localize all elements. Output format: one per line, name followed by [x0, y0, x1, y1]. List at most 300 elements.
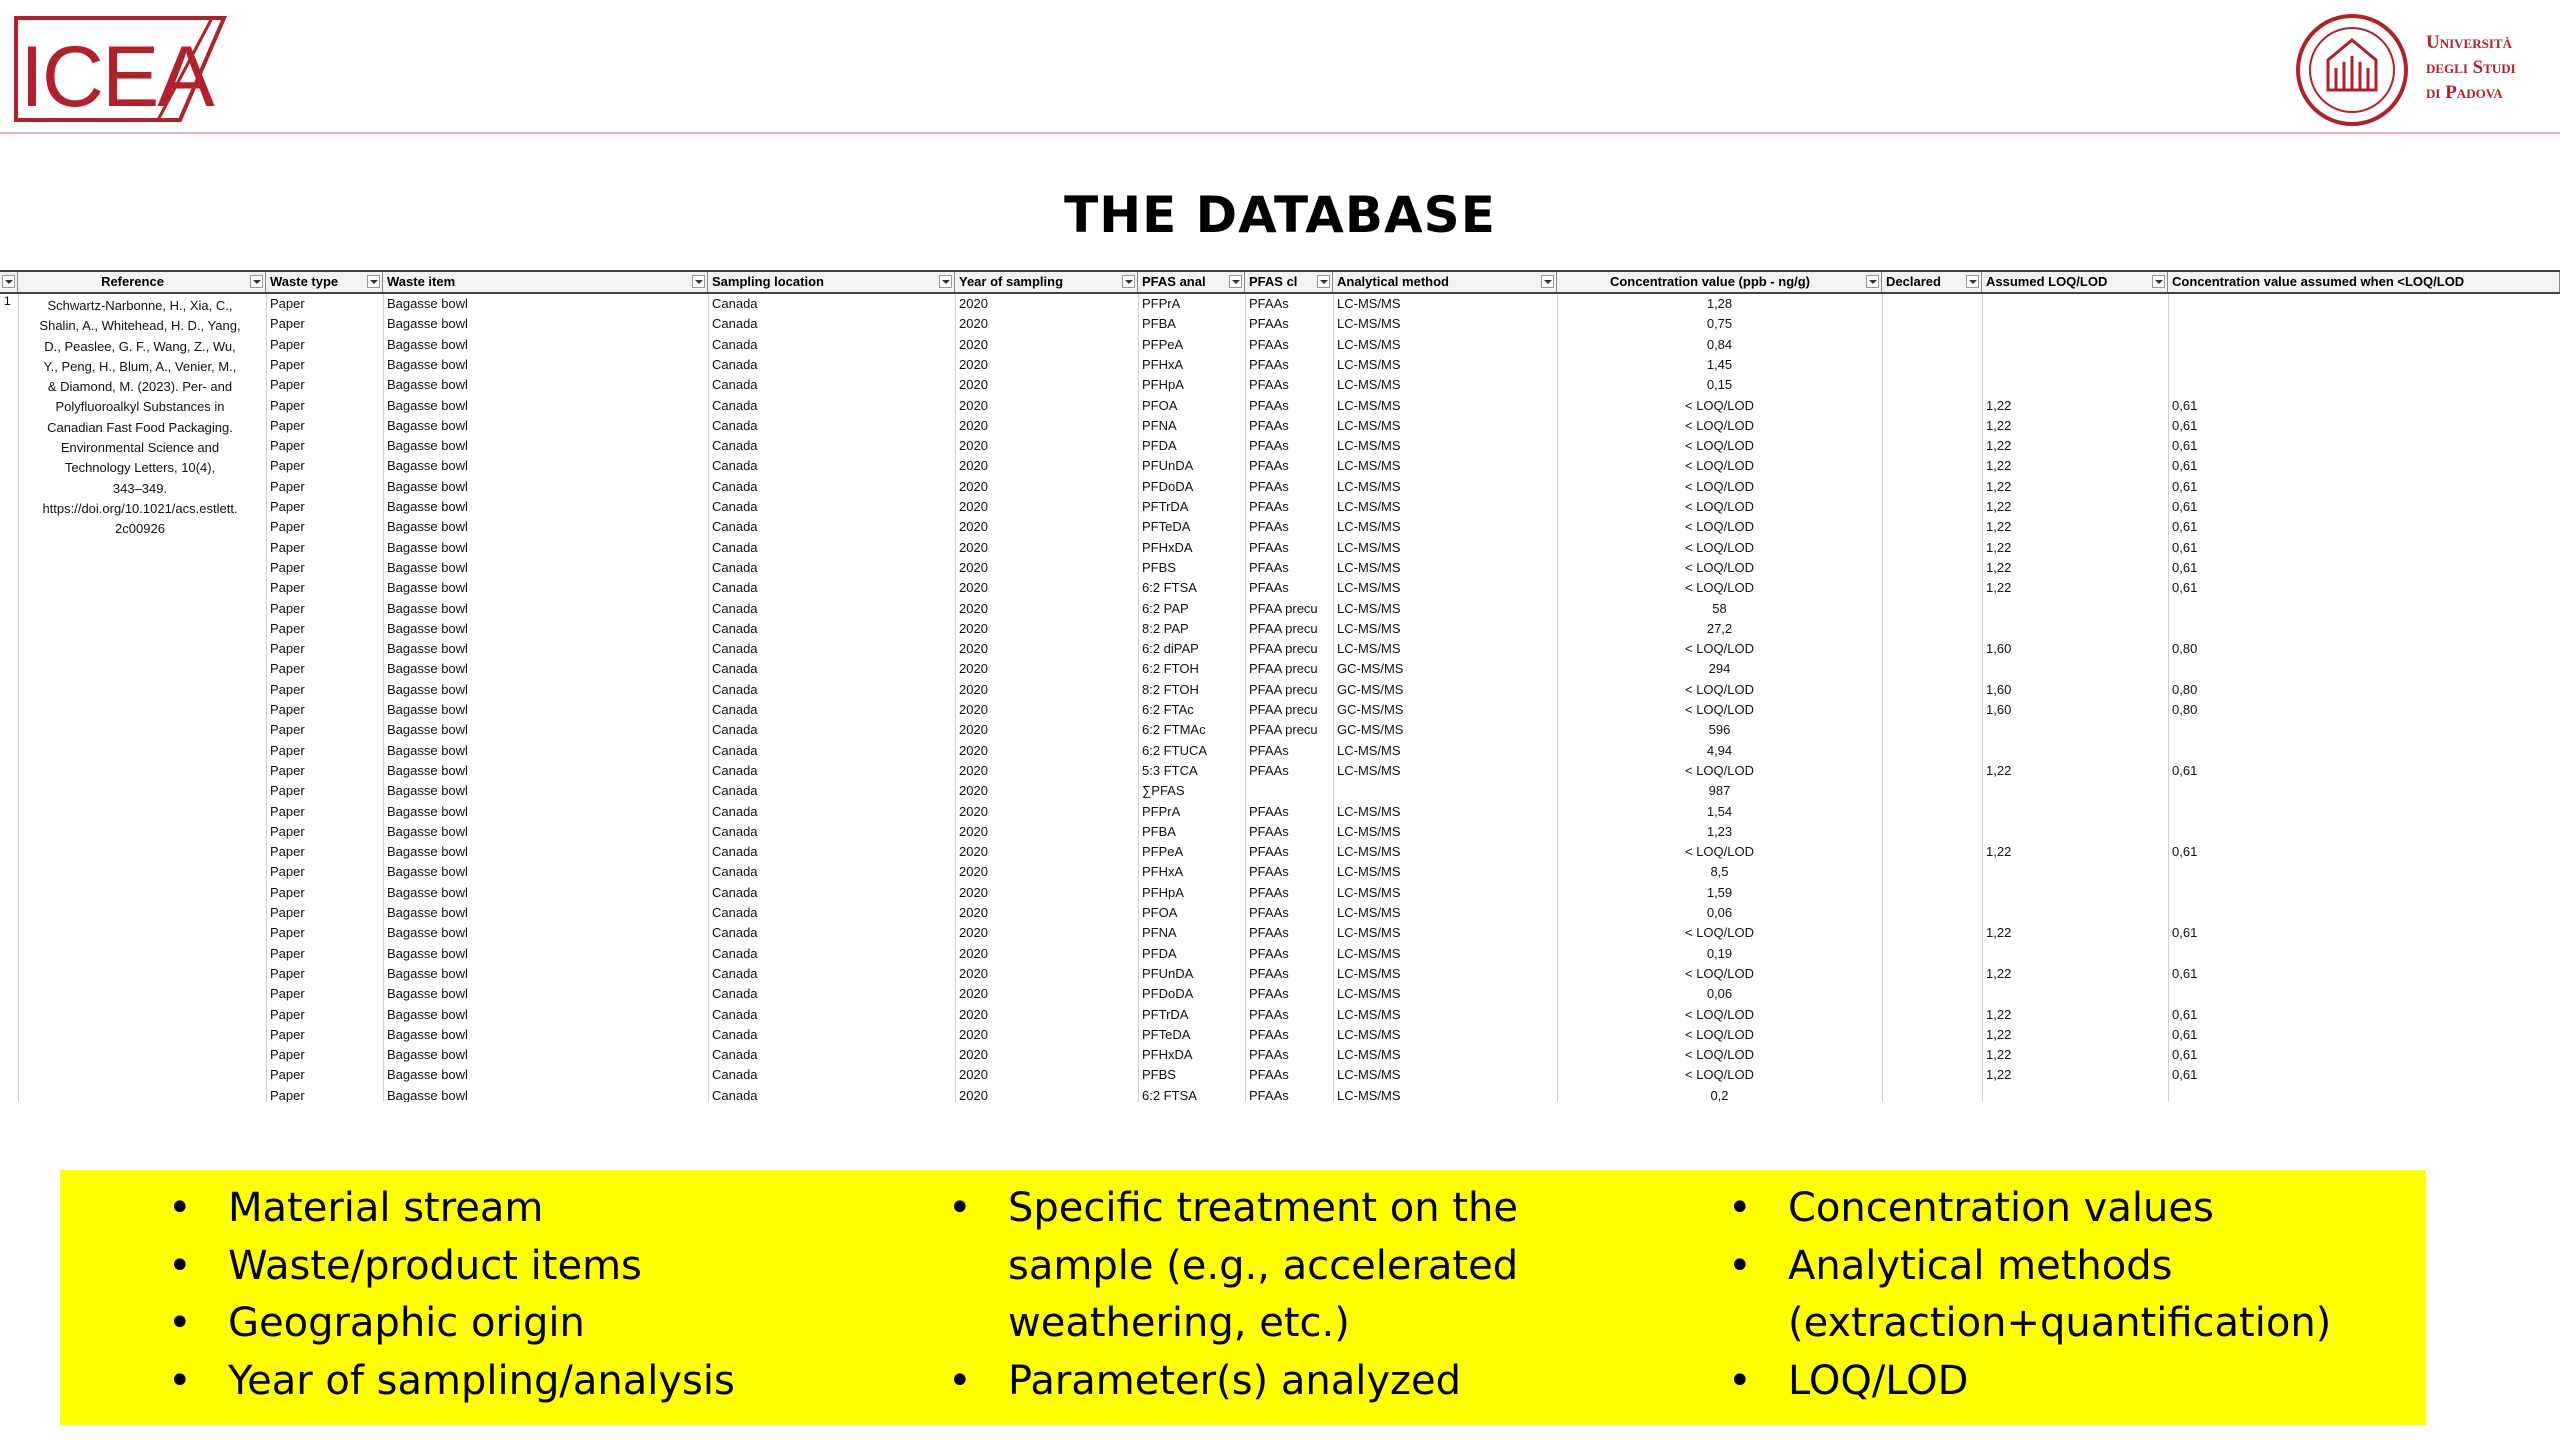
cell-pfas-analyte[interactable]: 5:3 FTCA — [1142, 762, 1198, 778]
col-header-year[interactable]: Year of sampling — [955, 272, 1138, 292]
cell-analytical-method[interactable]: LC-MS/MS — [1337, 1067, 1401, 1083]
cell-concentration[interactable]: 0,19 — [1706, 945, 1733, 961]
cell-pfas-class[interactable]: PFAAs — [1249, 539, 1289, 555]
cell-pfas-class[interactable]: PFAAs — [1249, 1087, 1289, 1102]
cell-waste-type[interactable]: Paper — [270, 742, 305, 758]
cell-year[interactable]: 2020 — [959, 478, 988, 494]
cell-year[interactable]: 2020 — [959, 356, 988, 372]
cell-concentration[interactable]: < LOQ/LOD — [1685, 559, 1754, 575]
cell-pfas-class[interactable]: PFAA precu — [1249, 661, 1318, 677]
cell-sampling-location[interactable]: Canada — [712, 722, 758, 738]
cell-analytical-method[interactable]: GC-MS/MS — [1337, 702, 1404, 717]
cell-pfas-analyte[interactable]: PFDoDA — [1142, 986, 1194, 1002]
cell-pfas-analyte[interactable]: PFOA — [1142, 397, 1178, 413]
cell-year[interactable]: 2020 — [959, 702, 988, 717]
cell-assumed-loq[interactable]: 1,22 — [1986, 1026, 2012, 1042]
cell-sampling-location[interactable]: Canada — [712, 945, 758, 961]
cell-waste-item[interactable]: Bagasse bowl — [387, 702, 468, 717]
cell-waste-type[interactable]: Paper — [270, 1047, 305, 1063]
cell-pfas-class[interactable]: PFAAs — [1249, 965, 1289, 981]
cell-analytical-method[interactable]: LC-MS/MS — [1337, 499, 1401, 514]
cell-pfas-analyte[interactable]: PFHxA — [1142, 864, 1184, 880]
cell-sampling-location[interactable]: Canada — [712, 519, 758, 535]
cell-assumed-loq[interactable]: 1,22 — [1986, 1006, 2012, 1022]
cell-pfas-analyte[interactable]: PFTrDA — [1142, 1006, 1189, 1022]
cell-waste-type[interactable]: Paper — [270, 1026, 305, 1042]
cell-sampling-location[interactable]: Canada — [712, 316, 758, 332]
cell-assumed-loq[interactable]: 1,22 — [1986, 499, 2012, 514]
cell-declared[interactable] — [1882, 538, 1982, 558]
cell-sampling-location[interactable]: Canada — [712, 1047, 758, 1063]
cell-pfas-class[interactable]: PFAAs — [1249, 519, 1289, 535]
cell-declared[interactable] — [1882, 436, 1982, 456]
cell-declared[interactable] — [1882, 1005, 1982, 1025]
cell-pfas-class[interactable]: PFAAs — [1249, 356, 1289, 372]
cell-pfas-analyte[interactable]: PFBA — [1142, 823, 1176, 839]
cell-pfas-class[interactable]: PFAAs — [1249, 1006, 1289, 1022]
cell-concentration-assumed[interactable]: 0,61 — [2172, 1067, 2198, 1083]
cell-concentration-assumed[interactable] — [2168, 883, 2560, 903]
cell-assumed-loq[interactable]: 1,22 — [1986, 1067, 2012, 1083]
cell-concentration-assumed[interactable] — [2168, 335, 2560, 355]
cell-declared[interactable] — [1882, 923, 1982, 943]
cell-concentration[interactable]: < LOQ/LOD — [1685, 641, 1754, 657]
cell-analytical-method[interactable]: LC-MS/MS — [1337, 356, 1401, 372]
cell-analytical-method[interactable]: LC-MS/MS — [1337, 600, 1401, 616]
cell-assumed-loq[interactable] — [1982, 1086, 2168, 1102]
cell-year[interactable]: 2020 — [959, 316, 988, 332]
cell-waste-type[interactable]: Paper — [270, 1067, 305, 1083]
cell-concentration[interactable]: 1,54 — [1706, 803, 1733, 819]
cell-waste-type[interactable]: Paper — [270, 722, 305, 738]
cell-concentration[interactable]: 27,2 — [1706, 620, 1733, 636]
cell-waste-item[interactable]: Bagasse bowl — [387, 336, 468, 352]
cell-year[interactable]: 2020 — [959, 539, 988, 555]
cell-year[interactable]: 2020 — [959, 681, 988, 697]
cell-waste-item[interactable]: Bagasse bowl — [387, 316, 468, 332]
cell-waste-item[interactable]: Bagasse bowl — [387, 519, 468, 535]
cell-concentration[interactable]: 1,45 — [1706, 356, 1733, 372]
cell-assumed-loq[interactable]: 1,60 — [1986, 641, 2012, 657]
cell-concentration-assumed[interactable] — [2168, 659, 2560, 679]
cell-sampling-location[interactable]: Canada — [712, 356, 758, 372]
cell-sampling-location[interactable]: Canada — [712, 783, 758, 799]
cell-analytical-method[interactable]: LC-MS/MS — [1337, 478, 1401, 494]
cell-analytical-method[interactable]: LC-MS/MS — [1337, 1006, 1401, 1022]
cell-concentration-assumed[interactable]: 0,61 — [2172, 559, 2198, 575]
cell-concentration[interactable]: < LOQ/LOD — [1685, 539, 1754, 555]
cell-analytical-method[interactable]: LC-MS/MS — [1337, 925, 1401, 941]
col-header-pfas-class[interactable]: PFAS cl — [1245, 272, 1333, 292]
cell-concentration-assumed[interactable]: 0,61 — [2172, 417, 2198, 433]
cell-year[interactable]: 2020 — [959, 1067, 988, 1083]
cell-sampling-location[interactable]: Canada — [712, 438, 758, 454]
cell-analytical-method[interactable]: LC-MS/MS — [1337, 986, 1401, 1002]
cell-pfas-analyte[interactable]: PFTeDA — [1142, 1026, 1191, 1042]
filter-dropdown-icon[interactable] — [1229, 275, 1242, 288]
cell-pfas-analyte[interactable]: PFPeA — [1142, 844, 1184, 860]
cell-analytical-method[interactable]: GC-MS/MS — [1337, 681, 1404, 697]
cell-waste-item[interactable]: Bagasse bowl — [387, 580, 468, 596]
cell-waste-type[interactable]: Paper — [270, 641, 305, 657]
cell-assumed-loq[interactable] — [1982, 314, 2168, 334]
cell-sampling-location[interactable]: Canada — [712, 1067, 758, 1083]
cell-concentration[interactable]: < LOQ/LOD — [1685, 965, 1754, 981]
cell-pfas-class[interactable]: PFAAs — [1249, 397, 1289, 413]
col-header-sampling-location[interactable]: Sampling location — [708, 272, 955, 292]
cell-pfas-class[interactable]: PFAAs — [1249, 1047, 1289, 1063]
cell-sampling-location[interactable]: Canada — [712, 417, 758, 433]
cell-waste-item[interactable]: Bagasse bowl — [387, 742, 468, 758]
cell-assumed-loq[interactable]: 1,22 — [1986, 519, 2012, 535]
cell-waste-item[interactable]: Bagasse bowl — [387, 1026, 468, 1042]
cell-waste-item[interactable]: Bagasse bowl — [387, 884, 468, 900]
cell-sampling-location[interactable]: Canada — [712, 397, 758, 413]
cell-sampling-location[interactable]: Canada — [712, 620, 758, 636]
cell-sampling-location[interactable]: Canada — [712, 823, 758, 839]
cell-analytical-method[interactable]: LC-MS/MS — [1337, 397, 1401, 413]
cell-year[interactable]: 2020 — [959, 499, 988, 514]
cell-pfas-analyte[interactable]: PFBA — [1142, 316, 1176, 332]
cell-declared[interactable] — [1882, 802, 1982, 822]
cell-analytical-method[interactable]: LC-MS/MS — [1337, 803, 1401, 819]
col-header-waste-type[interactable]: Waste type — [266, 272, 383, 292]
cell-concentration-assumed[interactable] — [2168, 781, 2560, 801]
cell-assumed-loq[interactable] — [1982, 822, 2168, 842]
cell-analytical-method[interactable]: LC-MS/MS — [1337, 539, 1401, 555]
cell-pfas-analyte[interactable]: PFDA — [1142, 945, 1177, 961]
cell-concentration-assumed[interactable]: 0,61 — [2172, 478, 2198, 494]
col-header-concentration-assumed[interactable]: Concentration value assumed when <LOQ/LOD — [2168, 272, 2560, 292]
cell-concentration[interactable]: < LOQ/LOD — [1685, 1006, 1754, 1022]
cell-pfas-analyte[interactable]: PFPrA — [1142, 803, 1181, 819]
cell-declared[interactable] — [1882, 314, 1982, 334]
cell-pfas-class[interactable]: PFAAs — [1249, 823, 1289, 839]
cell-analytical-method[interactable]: GC-MS/MS — [1337, 722, 1404, 738]
cell-concentration-assumed[interactable] — [2168, 375, 2560, 395]
cell-concentration-assumed[interactable]: 0,80 — [2172, 641, 2198, 657]
cell-concentration[interactable]: 1,59 — [1706, 884, 1733, 900]
cell-sampling-location[interactable]: Canada — [712, 905, 758, 920]
cell-year[interactable]: 2020 — [959, 519, 988, 535]
cell-pfas-class[interactable]: PFAAs — [1249, 336, 1289, 352]
cell-sampling-location[interactable]: Canada — [712, 580, 758, 596]
cell-waste-type[interactable]: Paper — [270, 681, 305, 697]
cell-analytical-method[interactable]: LC-MS/MS — [1337, 844, 1401, 860]
filter-dropdown-icon[interactable] — [1866, 275, 1879, 288]
cell-waste-type[interactable]: Paper — [270, 438, 305, 454]
col-header-reference[interactable]: Reference — [18, 272, 266, 292]
cell-concentration[interactable]: 58 — [1712, 600, 1727, 616]
cell-concentration-assumed[interactable] — [2168, 862, 2560, 882]
cell-sampling-location[interactable]: Canada — [712, 803, 758, 819]
cell-concentration-assumed[interactable]: 0,61 — [2172, 458, 2198, 474]
cell-analytical-method[interactable]: LC-MS/MS — [1337, 965, 1401, 981]
cell-assumed-loq[interactable] — [1982, 984, 2168, 1004]
cell-sampling-location[interactable]: Canada — [712, 600, 758, 616]
cell-waste-item[interactable]: Bagasse bowl — [387, 499, 468, 514]
cell-analytical-method[interactable]: LC-MS/MS — [1337, 458, 1401, 474]
cell-analytical-method[interactable]: LC-MS/MS — [1337, 742, 1401, 758]
cell-waste-item[interactable]: Bagasse bowl — [387, 803, 468, 819]
cell-assumed-loq[interactable] — [1982, 375, 2168, 395]
cell-declared[interactable] — [1882, 1086, 1982, 1102]
cell-pfas-analyte[interactable]: PFPrA — [1142, 296, 1181, 311]
cell-assumed-loq[interactable] — [1982, 335, 2168, 355]
cell-sampling-location[interactable]: Canada — [712, 925, 758, 941]
cell-declared[interactable] — [1882, 659, 1982, 679]
cell-pfas-analyte[interactable]: PFDoDA — [1142, 478, 1194, 494]
cell-sampling-location[interactable]: Canada — [712, 1026, 758, 1042]
cell-waste-type[interactable]: Paper — [270, 762, 305, 778]
cell-analytical-method[interactable]: LC-MS/MS — [1337, 620, 1401, 636]
cell-assumed-loq[interactable]: 1,60 — [1986, 681, 2012, 697]
cell-concentration-assumed[interactable]: 0,61 — [2172, 580, 2198, 596]
cell-waste-item[interactable]: Bagasse bowl — [387, 458, 468, 474]
cell-year[interactable]: 2020 — [959, 620, 988, 636]
cell-waste-item[interactable]: Bagasse bowl — [387, 1006, 468, 1022]
cell-waste-item[interactable]: Bagasse bowl — [387, 1067, 468, 1083]
cell-declared[interactable] — [1882, 456, 1982, 476]
cell-pfas-class[interactable]: PFAAs — [1249, 377, 1289, 393]
cell-pfas-class[interactable]: PFAAs — [1249, 945, 1289, 961]
cell-waste-item[interactable]: Bagasse bowl — [387, 559, 468, 575]
cell-pfas-analyte[interactable]: PFHxDA — [1142, 1047, 1193, 1063]
cell-sampling-location[interactable]: Canada — [712, 1087, 758, 1102]
cell-sampling-location[interactable]: Canada — [712, 742, 758, 758]
cell-waste-type[interactable]: Paper — [270, 661, 305, 677]
cell-concentration[interactable]: < LOQ/LOD — [1685, 702, 1754, 717]
cell-pfas-class[interactable]: PFAAs — [1249, 864, 1289, 880]
filter-dropdown-icon[interactable] — [1966, 275, 1979, 288]
cell-waste-type[interactable]: Paper — [270, 702, 305, 717]
cell-sampling-location[interactable]: Canada — [712, 377, 758, 393]
cell-assumed-loq[interactable]: 1,22 — [1986, 559, 2012, 575]
cell-analytical-method[interactable]: LC-MS/MS — [1337, 945, 1401, 961]
cell-pfas-class[interactable]: PFAAs — [1249, 499, 1289, 514]
cell-year[interactable]: 2020 — [959, 336, 988, 352]
cell-assumed-loq[interactable] — [1982, 619, 2168, 639]
cell-waste-type[interactable]: Paper — [270, 600, 305, 616]
cell-declared[interactable] — [1882, 396, 1982, 416]
cell-concentration-assumed[interactable]: 0,61 — [2172, 925, 2198, 941]
cell-pfas-analyte[interactable]: PFTrDA — [1142, 499, 1189, 514]
cell-year[interactable]: 2020 — [959, 844, 988, 860]
cell-waste-item[interactable]: Bagasse bowl — [387, 905, 468, 920]
cell-pfas-analyte[interactable]: PFUnDA — [1142, 965, 1194, 981]
cell-pfas-analyte[interactable]: PFHxDA — [1142, 539, 1193, 555]
cell-pfas-analyte[interactable]: 6:2 FTAc — [1142, 702, 1194, 717]
cell-waste-item[interactable]: Bagasse bowl — [387, 478, 468, 494]
cell-declared[interactable] — [1882, 294, 1982, 314]
cell-declared[interactable] — [1882, 558, 1982, 578]
cell-assumed-loq[interactable]: 1,22 — [1986, 580, 2012, 596]
cell-pfas-class[interactable]: PFAAs — [1249, 905, 1289, 920]
cell-year[interactable]: 2020 — [959, 1026, 988, 1042]
cell-waste-item[interactable]: Bagasse bowl — [387, 965, 468, 981]
col-header-waste-item[interactable]: Waste item — [383, 272, 708, 292]
cell-assumed-loq[interactable]: 1,22 — [1986, 417, 2012, 433]
cell-declared[interactable] — [1882, 639, 1982, 659]
cell-waste-type[interactable]: Paper — [270, 356, 305, 372]
cell-assumed-loq[interactable]: 1,22 — [1986, 925, 2012, 941]
cell-year[interactable]: 2020 — [959, 762, 988, 778]
cell-sampling-location[interactable]: Canada — [712, 681, 758, 697]
cell-sampling-location[interactable]: Canada — [712, 702, 758, 717]
cell-waste-item[interactable]: Bagasse bowl — [387, 722, 468, 738]
cell-waste-type[interactable]: Paper — [270, 559, 305, 575]
cell-sampling-location[interactable]: Canada — [712, 884, 758, 900]
cell-pfas-class[interactable]: PFAAs — [1249, 762, 1289, 778]
cell-year[interactable]: 2020 — [959, 377, 988, 393]
cell-concentration-assumed[interactable] — [2168, 355, 2560, 375]
cell-concentration[interactable]: < LOQ/LOD — [1685, 438, 1754, 454]
cell-waste-type[interactable]: Paper — [270, 316, 305, 332]
cell-declared[interactable] — [1882, 375, 1982, 395]
filter-dropdown-icon[interactable] — [1317, 275, 1330, 288]
cell-pfas-analyte[interactable]: 6:2 FTSA — [1142, 580, 1197, 596]
cell-concentration[interactable]: < LOQ/LOD — [1685, 681, 1754, 697]
cell-sampling-location[interactable]: Canada — [712, 296, 758, 311]
cell-analytical-method[interactable]: LC-MS/MS — [1337, 559, 1401, 575]
cell-declared[interactable] — [1882, 822, 1982, 842]
cell-concentration[interactable]: 0,15 — [1706, 377, 1733, 393]
cell-pfas-class[interactable]: PFAA precu — [1249, 600, 1318, 616]
cell-concentration-assumed[interactable]: 0,61 — [2172, 965, 2198, 981]
cell-concentration[interactable]: 0,06 — [1706, 905, 1733, 920]
cell-assumed-loq[interactable] — [1982, 720, 2168, 740]
cell-declared[interactable] — [1882, 1065, 1982, 1085]
cell-year[interactable]: 2020 — [959, 722, 988, 738]
cell-pfas-class[interactable]: PFAA precu — [1249, 641, 1318, 657]
cell-assumed-loq[interactable] — [1982, 944, 2168, 964]
cell-year[interactable]: 2020 — [959, 823, 988, 839]
cell-sampling-location[interactable]: Canada — [712, 559, 758, 575]
cell-waste-item[interactable]: Bagasse bowl — [387, 844, 468, 860]
cell-declared[interactable] — [1882, 741, 1982, 761]
cell-pfas-class[interactable]: PFAAs — [1249, 1067, 1289, 1083]
cell-declared[interactable] — [1882, 964, 1982, 984]
cell-sampling-location[interactable]: Canada — [712, 661, 758, 677]
cell-assumed-loq[interactable] — [1982, 883, 2168, 903]
cell-declared[interactable] — [1882, 842, 1982, 862]
cell-assumed-loq[interactable] — [1982, 802, 2168, 822]
cell-year[interactable]: 2020 — [959, 580, 988, 596]
cell-year[interactable]: 2020 — [959, 1047, 988, 1063]
filter-dropdown-icon[interactable] — [939, 275, 952, 288]
cell-year[interactable]: 2020 — [959, 1006, 988, 1022]
cell-declared[interactable] — [1882, 355, 1982, 375]
cell-pfas-class[interactable]: PFAAs — [1249, 580, 1289, 596]
cell-concentration[interactable]: 0,84 — [1706, 336, 1733, 352]
cell-waste-type[interactable]: Paper — [270, 986, 305, 1002]
cell-concentration-assumed[interactable] — [2168, 294, 2560, 314]
cell-analytical-method[interactable]: LC-MS/MS — [1337, 884, 1401, 900]
cell-pfas-class[interactable] — [1245, 781, 1333, 801]
cell-waste-type[interactable]: Paper — [270, 539, 305, 555]
cell-waste-item[interactable]: Bagasse bowl — [387, 823, 468, 839]
cell-declared[interactable] — [1882, 517, 1982, 537]
cell-year[interactable]: 2020 — [959, 783, 988, 799]
cell-waste-item[interactable]: Bagasse bowl — [387, 945, 468, 961]
cell-analytical-method[interactable]: LC-MS/MS — [1337, 519, 1401, 535]
cell-year[interactable]: 2020 — [959, 438, 988, 454]
cell-concentration[interactable]: 4,94 — [1706, 742, 1733, 758]
cell-concentration[interactable]: 1,23 — [1706, 823, 1733, 839]
cell-waste-type[interactable]: Paper — [270, 925, 305, 941]
cell-waste-item[interactable]: Bagasse bowl — [387, 986, 468, 1002]
cell-declared[interactable] — [1882, 416, 1982, 436]
cell-concentration-assumed[interactable]: 0,61 — [2172, 1047, 2198, 1063]
cell-waste-item[interactable]: Bagasse bowl — [387, 925, 468, 941]
cell-sampling-location[interactable]: Canada — [712, 336, 758, 352]
cell-sampling-location[interactable]: Canada — [712, 478, 758, 494]
filter-dropdown-icon[interactable] — [2, 275, 15, 288]
cell-declared[interactable] — [1882, 497, 1982, 517]
cell-pfas-analyte[interactable]: PFNA — [1142, 417, 1177, 433]
cell-pfas-class[interactable]: PFAAs — [1249, 478, 1289, 494]
cell-analytical-method[interactable]: LC-MS/MS — [1337, 377, 1401, 393]
cell-assumed-loq[interactable] — [1982, 659, 2168, 679]
cell-pfas-class[interactable]: PFAAs — [1249, 458, 1289, 474]
cell-waste-type[interactable]: Paper — [270, 580, 305, 596]
cell-waste-type[interactable]: Paper — [270, 377, 305, 393]
cell-analytical-method[interactable]: LC-MS/MS — [1337, 905, 1401, 920]
cell-waste-item[interactable]: Bagasse bowl — [387, 1087, 468, 1102]
cell-declared[interactable] — [1882, 984, 1982, 1004]
cell-declared[interactable] — [1882, 1025, 1982, 1045]
cell-pfas-class[interactable]: PFAAs — [1249, 986, 1289, 1002]
cell-declared[interactable] — [1882, 599, 1982, 619]
cell-waste-item[interactable]: Bagasse bowl — [387, 1047, 468, 1063]
cell-year[interactable]: 2020 — [959, 641, 988, 657]
cell-pfas-class[interactable]: PFAA precu — [1249, 620, 1318, 636]
cell-concentration-assumed[interactable] — [2168, 1086, 2560, 1102]
cell-waste-type[interactable]: Paper — [270, 823, 305, 839]
cell-concentration-assumed[interactable] — [2168, 944, 2560, 964]
cell-pfas-analyte[interactable]: PFTeDA — [1142, 519, 1191, 535]
cell-analytical-method[interactable]: LC-MS/MS — [1337, 1087, 1401, 1102]
cell-declared[interactable] — [1882, 680, 1982, 700]
cell-analytical-method[interactable]: LC-MS/MS — [1337, 336, 1401, 352]
cell-sampling-location[interactable]: Canada — [712, 986, 758, 1002]
cell-analytical-method[interactable]: GC-MS/MS — [1337, 661, 1404, 677]
cell-concentration-assumed[interactable]: 0,61 — [2172, 519, 2198, 535]
cell-declared[interactable] — [1882, 1045, 1982, 1065]
cell-concentration[interactable]: 987 — [1708, 783, 1731, 799]
cell-concentration[interactable]: < LOQ/LOD — [1685, 519, 1754, 535]
cell-pfas-class[interactable]: PFAA precu — [1249, 702, 1318, 717]
cell-assumed-loq[interactable] — [1982, 862, 2168, 882]
cell-assumed-loq[interactable]: 1,22 — [1986, 438, 2012, 454]
cell-concentration[interactable]: 596 — [1708, 722, 1731, 738]
cell-concentration[interactable]: < LOQ/LOD — [1685, 1026, 1754, 1042]
cell-declared[interactable] — [1882, 944, 1982, 964]
cell-analytical-method[interactable]: LC-MS/MS — [1337, 641, 1401, 657]
cell-pfas-class[interactable]: PFAAs — [1249, 296, 1289, 311]
cell-waste-type[interactable]: Paper — [270, 965, 305, 981]
cell-waste-item[interactable]: Bagasse bowl — [387, 641, 468, 657]
cell-concentration-assumed[interactable]: 0,80 — [2172, 702, 2198, 717]
cell-declared[interactable] — [1882, 700, 1982, 720]
cell-pfas-analyte[interactable]: PFBS — [1142, 559, 1176, 575]
cell-year[interactable]: 2020 — [959, 742, 988, 758]
cell-waste-type[interactable]: Paper — [270, 844, 305, 860]
cell-waste-type[interactable]: Paper — [270, 1087, 305, 1102]
cell-pfas-analyte[interactable]: 6:2 FTMAc — [1142, 722, 1206, 738]
cell-year[interactable]: 2020 — [959, 803, 988, 819]
cell-pfas-class[interactable]: PFAAs — [1249, 925, 1289, 941]
